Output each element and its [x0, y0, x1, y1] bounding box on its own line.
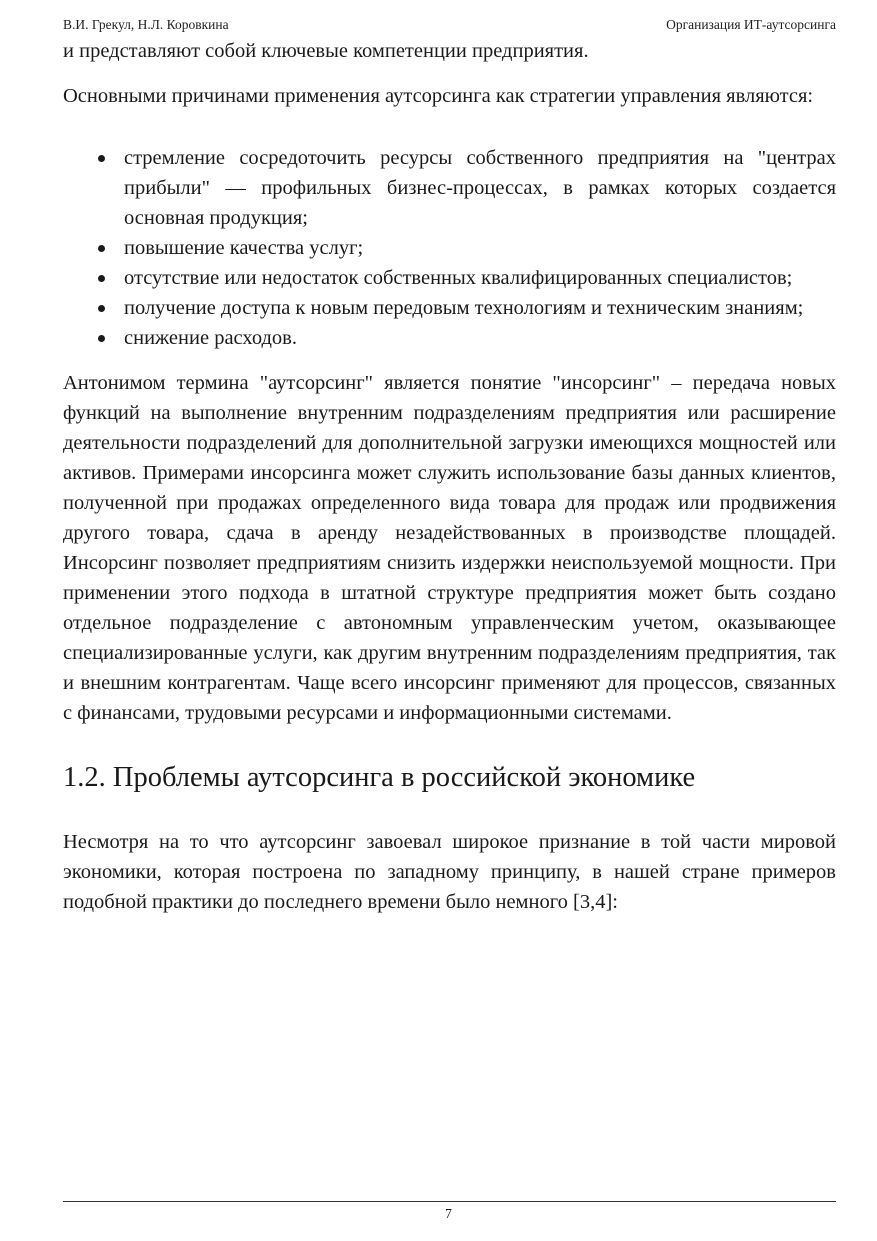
page-number: 7 — [445, 1206, 452, 1221]
paragraph-insourcing: Антонимом термина "аутсорсинг" является понятие "инсорсинг" – передача новых функций на выполнение внутренним подразделениям предприятия или расширение деятельности подразделений для дополнительной загрузки имеющихся мощностей или активов. Примерами инсорсинга может служить использование базы данных клиентов, полученной при продажах определенного вида товара для продаж или продвижения другого товара, сдача в аренду незадействованных в производстве площадей. Инсорсинг позволяет предприятиям снизить издержки неиспользуемой мощности. При применении этого подхода в штатной структуре предприятия может быть создано отдельное подразделение с автономным управленческим учетом, оказывающее специализированные услуги, как другим внутренним подразделениям предприятия, так и внешним контрагентам. Чаще всего инсорсинг применяют для процессов, связанных с финансами, трудовыми ресурсами и информационными системами. — [63, 372, 836, 724]
section-heading: 1.2. Проблемы аутсорсинга в российской экономике — [63, 762, 696, 793]
paragraph-continuation: и представляют собой ключевые компетенции предприятия. — [63, 40, 589, 62]
header-authors: В.И. Грекул, Н.Л. Коровкина — [63, 17, 229, 32]
paragraph-russia: Несмотря на то что аутсорсинг завоевал широкое признание в той части мировой экономики, которая построена по западному принципу, в нашей стране примеров подобной практики до последнего времени было немного [3,4]: — [63, 831, 836, 913]
running-header — [63, 16, 836, 34]
page-content — [63, 36, 836, 917]
list-item: стремление сосредоточить ресурсы собственного предприятия на "центрах прибыли" — профильных бизнес-процессах, в рамках которых создается основная продукция; — [63, 143, 836, 233]
list-item: повышение качества услуг; — [63, 233, 836, 263]
paragraph-reasons-intro: Основными причинами применения аутсорсинга как стратегии управления являются: — [63, 85, 814, 107]
list-item: отсутствие или недостаток собственных квалифицированных специалистов; — [63, 263, 836, 293]
list-item: получение доступа к новым передовым технологиям и техническим знаниям; — [63, 293, 836, 323]
reasons-list — [63, 143, 836, 353]
list-item: снижение расходов. — [63, 323, 836, 353]
header-title: Организация ИТ-аутсорсинга — [666, 17, 836, 32]
footer-divider — [63, 1201, 836, 1202]
